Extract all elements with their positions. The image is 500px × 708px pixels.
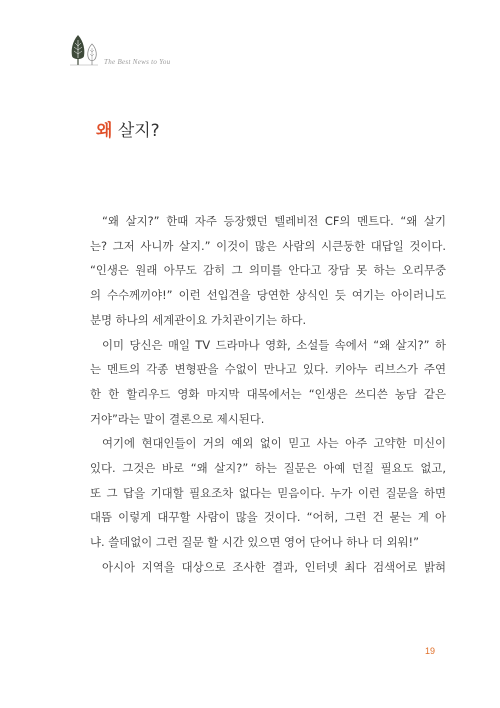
chapter-title-accent: 왜	[96, 121, 113, 141]
page-number: 19	[425, 646, 436, 656]
text-line: 있다. 그것은 바로 “왜 살지?” 하는 질문은 아예 던질 필요도 없고,	[90, 461, 446, 476]
chapter-title-rest: 살지?	[112, 121, 160, 141]
series-title: The Best News to You	[104, 58, 171, 66]
running-header	[68, 34, 468, 74]
text-line: 또 그 답을 기대할 필요조차 없다는 믿음이다. 누가 이런 질문을 하면	[90, 485, 446, 500]
text-line: “인생은 원래 아무도 감히 그 의미를 안다고 장담 못 하는 오리무중	[90, 263, 446, 278]
text-line: 는 멘트의 각종 변형판을 수없이 만나고 있다. 키아누 리브스가 주연	[90, 362, 446, 377]
text-line: 이미 당신은 매일 TV 드라마나 영화, 소설들 속에서 “왜 살지?” 하	[102, 337, 446, 352]
text-line: 의 수수께끼야!” 이런 선입견을 당연한 상식인 듯 여기는 아이러니도	[90, 288, 446, 303]
text-line: 냐. 쓸데없이 그런 질문 할 시간 있으면 영어 단어나 하나 더 외워!”	[90, 535, 420, 550]
chapter-title	[96, 116, 160, 141]
text-line: 여기에 현대인들이 거의 예외 없이 믿고 사는 아주 고약한 미신이	[102, 436, 446, 451]
text-line: “왜 살지?” 한때 자주 등장했던 텔레비전 CF의 멘트다. “왜 살기	[102, 214, 446, 228]
text-line: 분명 하나의 세계관이요 가치관이기는 하다.	[90, 312, 307, 327]
paragraph-4	[90, 555, 446, 580]
text-line: 아시아 지역을 대상으로 조사한 결과, 인터넷 최다 검색어로 밝혀	[102, 559, 446, 574]
paragraph-1	[90, 209, 446, 333]
text-line: 거야”라는 말이 결론으로 제시된다.	[90, 411, 265, 426]
paragraph-2	[90, 333, 446, 432]
body-text	[90, 209, 446, 580]
tree-logo-icon	[68, 34, 104, 68]
text-line: 대뜸 이렇게 대꾸할 사람이 많을 것이다. “어허, 그런 건 묻는 게 아	[90, 510, 446, 525]
paragraph-3	[90, 431, 446, 555]
text-line: 는? 그저 사니까 살지.” 이것이 많은 사람의 시큰둥한 대답일 것이다.	[90, 238, 446, 253]
text-line: 한 한 할리우드 영화 마지막 대목에서는 “인생은 쓰디쓴 농담 같은	[90, 386, 446, 401]
